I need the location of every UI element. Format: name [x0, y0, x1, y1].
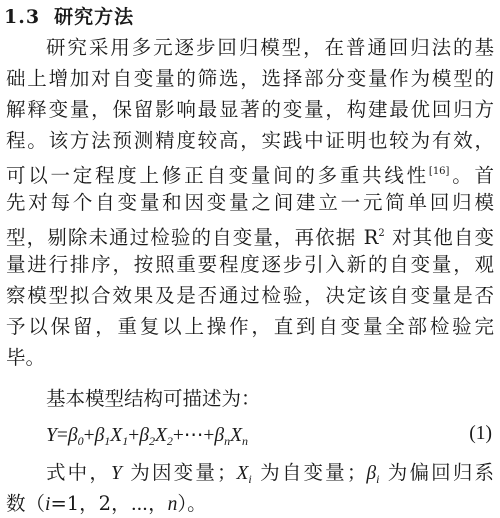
- var-beta-sub: i: [376, 472, 380, 486]
- para1-line7-text: 型，剔除未通过检验的自变量，再依据 R: [6, 226, 379, 249]
- para3-text-f: =1，2，⋯，: [50, 492, 168, 515]
- para1-line9: 察模型拟合效果及是否通过检验，决定该自变量是否: [6, 284, 494, 307]
- section-number: 1.3: [4, 6, 41, 28]
- para1-line5-text: 可以一定程度上修正自变量间的多重共线性: [6, 164, 429, 187]
- var-x: X: [236, 463, 249, 484]
- para1-line2: 础上增加对自变量的筛选，选择部分变量作为模型的: [6, 67, 494, 90]
- equation-number: (1): [469, 423, 492, 444]
- regression-equation: $Y=\beta_0+\beta_1X_1+\beta_2X_2+\cdots+\beta_nX_n$: [46, 425, 248, 448]
- para1-line7-tail: 对其他自变: [384, 226, 494, 249]
- para1-line5-tail: 。首: [449, 164, 494, 187]
- section-title: 研究方法: [54, 6, 135, 28]
- para1-line6: 先对每个自变量和因变量之间建立一元简单回归模: [6, 191, 494, 214]
- var-i: i: [45, 494, 51, 515]
- para1-line4: 程。该方法预测精度较高，实践中证明也较为有效，: [6, 129, 494, 152]
- para3-text-b: 为因变量；: [121, 461, 237, 484]
- section-heading: [4, 2, 134, 29]
- para3-text-d: 为偏回归系: [379, 461, 495, 484]
- para1-line11: 毕。: [6, 346, 46, 369]
- para2-line1: 基本模型结构可描述为：: [46, 387, 261, 410]
- var-n: n: [167, 494, 178, 515]
- para1-line10: 予以保留，重复以上操作，直到自变量全部检验完: [6, 315, 494, 338]
- var-x-sub: i: [248, 472, 252, 486]
- para3-line1: [46, 459, 494, 493]
- para3-text-c: 为自变量；: [251, 461, 367, 484]
- para1-line3: 解释变量，保留影响最显著的变量，构建最优回归方: [6, 98, 494, 121]
- citation: [16]: [428, 166, 450, 177]
- var-y: Y: [111, 463, 122, 484]
- var-beta: β: [366, 463, 377, 484]
- para3-text-e: 数（: [6, 492, 46, 515]
- para1-line8: 量进行排序，按照重要程度逐步引入新的自变量，观: [6, 253, 494, 276]
- para1-line1: 研究采用多元逐步回归模型，在普通回归法的基: [46, 36, 494, 59]
- para3-text-g: ）。: [177, 492, 207, 515]
- para1-line5: [6, 158, 494, 189]
- para3-line2: [6, 490, 494, 518]
- r-squared-superscript: 2: [378, 228, 385, 239]
- para3-text-a: 式中，: [46, 461, 112, 484]
- para1-line7: [6, 220, 494, 251]
